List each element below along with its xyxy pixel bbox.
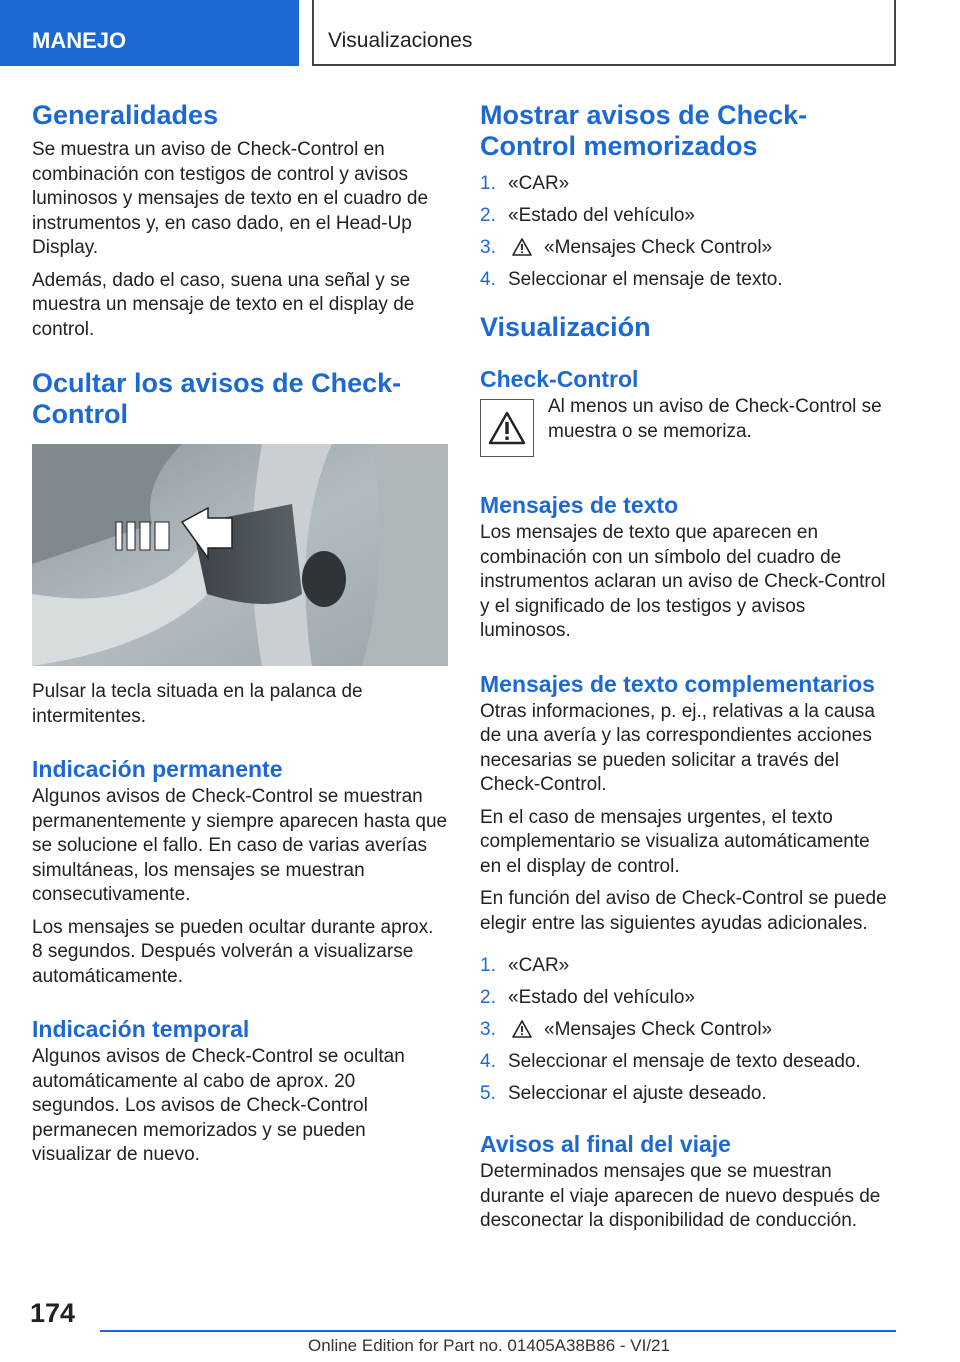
step-number: 4. [480, 1051, 496, 1072]
step-text: «CAR» [508, 955, 570, 976]
list-item [480, 268, 896, 300]
step-text: «Mensajes Check Control» [544, 1019, 773, 1040]
heading-ocultar: Ocultar los avisos de Check-Control [32, 368, 402, 429]
warning-box [480, 399, 534, 457]
step-text: «Estado del vehículo» [508, 205, 695, 226]
paragraph-permanent-2: Los mensajes se pueden ocultar durante aprox. 8 segundos. Después volverán a visualizarse automáticamente. [32, 916, 434, 987]
step-text: «CAR» [508, 173, 570, 194]
heading-mostrar: Mostrar avisos de Check-Control memorizados [480, 100, 808, 161]
paragraph-permanent-1: Algunos avisos de Check-Control se muestran permanentemente y siempre aparecen hasta que se solucione el fallo. En caso de varias averías simultáneas, los mensajes se muestran consecutivamente. [32, 786, 448, 905]
list-item [480, 236, 896, 268]
paragraph-supp-1: Otras informaciones, p. ej., relativas a la causa de una avería y las correspondientes acciones necesarias se pueden solicitar a través del Check-Control. [480, 700, 875, 795]
steps-list-show [480, 172, 896, 300]
steps-list-supp [480, 954, 896, 1114]
step-number: 1. [480, 173, 496, 194]
list-item [480, 1050, 896, 1082]
section-label: MANEJO [32, 28, 127, 53]
step-text: Seleccionar el ajuste deseado. [508, 1083, 767, 1104]
list-item [480, 1018, 896, 1050]
step-number: 2. [480, 987, 496, 1008]
step-number: 3. [480, 1019, 496, 1040]
heading-mensajes-texto: Mensajes de texto [480, 492, 679, 518]
warning-triangle-icon [512, 238, 532, 256]
right-column [480, 100, 896, 1234]
paragraph-check-control: Al menos un aviso de Check-Control se muestra o se memoriza. [548, 396, 882, 442]
warning-triangle-icon [512, 1020, 532, 1038]
step-text: «Estado del vehículo» [508, 987, 695, 1008]
step-number: 4. [480, 269, 496, 290]
list-item [480, 954, 896, 986]
heading-visualizacion: Visualización [480, 312, 651, 342]
paragraph-supp-2: En el caso de mensajes urgentes, el texto complementario se visualiza automáticamente en el display de control. [480, 806, 870, 877]
check-control-notice [480, 395, 896, 457]
footer-edition: Online Edition for Part no. 01405A38B86 - VI/21 [308, 1336, 670, 1355]
step-number: 2. [480, 205, 496, 226]
paragraph-end-of-trip: Determinados mensajes que se muestran durante el viaje aparecen de nuevo después de desconectar la disponibilidad de conducción. [480, 1161, 881, 1231]
footer-divider [100, 1330, 896, 1332]
heading-check-control: Check-Control [480, 366, 639, 392]
list-item [480, 1082, 896, 1114]
paragraph-general-1: Se muestra un aviso de Check-Control en combinación con testigos de control y avisos luminosos y mensajes de texto en el cuadro de instrumentos y, en caso dado, en el Head-Up Display. [32, 139, 429, 258]
list-item [480, 172, 896, 204]
paragraph-press-lever: Pulsar la tecla situada en la palanca de intermitentes. [32, 681, 363, 727]
step-number: 1. [480, 955, 496, 976]
chapter-header [312, 0, 896, 66]
step-text: Seleccionar el mensaje de texto. [508, 269, 783, 290]
step-text: Seleccionar el mensaje de texto deseado. [508, 1051, 861, 1072]
heading-generalidades: Generalidades [32, 100, 219, 130]
chapter-label: Visualizaciones [328, 29, 473, 52]
heading-temporal: Indicación temporal [32, 1016, 250, 1042]
paragraph-text-messages: Los mensajes de texto que aparecen en combinación con un símbolo del cuadro de instrumentos aclaran un aviso de Check-Control y el significado de los testigos y avisos luminosos. [480, 522, 886, 641]
list-item [480, 204, 896, 236]
step-number: 3. [480, 237, 496, 258]
list-item [480, 986, 896, 1018]
step-number: 5. [480, 1083, 496, 1104]
heading-permanente: Indicación permanente [32, 756, 283, 782]
left-column [32, 100, 448, 1168]
heading-avisos-final: Avisos al final del viaje [480, 1131, 731, 1157]
warning-triangle-icon [488, 411, 526, 445]
paragraph-supp-3: En función del aviso de Check-Control se puede elegir entre las siguientes ayudas adicionales. [480, 888, 887, 934]
section-header [0, 0, 299, 66]
turn-signal-lever-photo [32, 444, 448, 666]
heading-mensajes-complementarios: Mensajes de texto complementarios [480, 670, 875, 697]
paragraph-temporal: Algunos avisos de Check-Control se ocultan automáticamente al cabo de aprox. 20 segundos. Los avisos de Check-Control permanecen memorizados y se pueden visualizar de nuevo. [32, 1046, 405, 1165]
paragraph-general-2: Además, dado el caso, suena una señal y se muestra un mensaje de texto en el display de control. [32, 269, 415, 340]
page-number: 174 [30, 1298, 76, 1328]
step-text: «Mensajes Check Control» [544, 237, 773, 258]
